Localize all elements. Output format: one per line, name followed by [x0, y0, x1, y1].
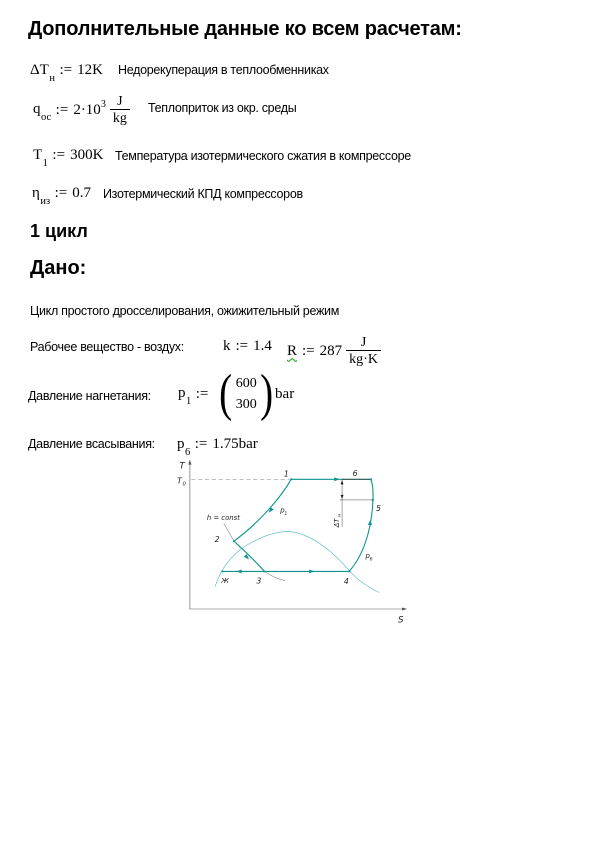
assign-op: := [59, 62, 73, 78]
dimension-arrow-up-icon [341, 480, 344, 484]
math-t1 [33, 147, 104, 169]
point-label-4: 4 [343, 576, 349, 586]
t-axis-label: T [179, 461, 185, 472]
assign-op: := [52, 147, 66, 163]
math-var: T [33, 147, 43, 163]
point-marker-6 [370, 478, 372, 480]
throttle-curve-2-3 [234, 541, 264, 571]
h-const-label: h = const [206, 514, 240, 523]
exponent: 3 [100, 98, 106, 110]
vector-value-bottom: 300 [235, 397, 257, 412]
isobar-p6-label: p [365, 552, 370, 561]
flow-arrow-icon [309, 569, 315, 573]
t0-label-sub: 0 [182, 481, 186, 488]
point-marker-2 [233, 540, 235, 542]
isobar-p1-label: p [280, 506, 285, 515]
math-var: k [223, 338, 231, 354]
var-main: p [178, 384, 186, 401]
point-label-5: 5 [375, 503, 381, 513]
cycle-description: Цикл простого дросселирования, ожижительный режим [30, 304, 340, 318]
label-working-substance: Рабочее вещество - воздух: [30, 340, 184, 354]
math-eta [32, 185, 92, 207]
point-label-3: 3 [256, 576, 262, 586]
label-discharge-pressure: Давление нагнетания: [28, 389, 151, 403]
desc-recuperation: Недорекуперация в теплообменниках [118, 63, 329, 77]
paren-open: ( [219, 365, 233, 422]
math-var-redefined: R [287, 342, 298, 359]
desc-isothermal-temp: Температура изотермического сжатия в компрессоре [115, 149, 411, 163]
axes [190, 462, 405, 609]
assign-op: := [194, 436, 208, 452]
flow-arrow-icon [236, 569, 242, 573]
x-axis-arrow-icon [402, 607, 407, 610]
dt-dimension-label-group [333, 514, 343, 529]
math-value: 0.7 [72, 185, 92, 201]
math-q-oc [33, 94, 130, 126]
fraction-denominator: kg·K [346, 350, 381, 367]
assign-op: := [54, 185, 68, 201]
vector-values [235, 373, 258, 415]
unit-fraction [346, 335, 381, 367]
unit-fraction [110, 94, 130, 126]
h-const-curve-upper [224, 523, 234, 540]
math-var [33, 100, 52, 123]
point-marker-1 [290, 478, 292, 480]
heading-given: Дано: [30, 257, 87, 279]
assign-op: := [302, 342, 315, 359]
math-value: 300K [70, 147, 104, 163]
isobar-p1-label-sub: 1 [284, 512, 288, 518]
fraction-numerator: J [117, 94, 123, 109]
point-label-liquid: Ж [221, 575, 229, 585]
math-sub: н [49, 73, 55, 84]
paren-close: ) [259, 365, 273, 422]
math-var: ΔT [30, 62, 49, 78]
heading-cycle-1: 1 цикл [30, 221, 88, 241]
math-delta-t [30, 62, 103, 84]
assign-op: := [235, 338, 249, 354]
math-r [287, 335, 381, 367]
label-suction-pressure: Давление всасывания: [28, 437, 155, 451]
math-k [223, 338, 272, 355]
fraction-numerator: J [360, 335, 367, 350]
math-sub: из [40, 196, 51, 207]
math-sub: ос [41, 111, 52, 123]
coefficient: 2·10 [73, 101, 101, 118]
math-value: 1.4 [253, 338, 272, 354]
math-var [178, 384, 192, 407]
column-vector [217, 365, 275, 422]
dt-dimension-label-sub: н [337, 513, 343, 517]
assign-op: := [195, 385, 209, 402]
vector-value-top: 600 [235, 376, 257, 391]
y-axis-arrow-icon [188, 460, 191, 465]
math-p6 [177, 436, 258, 458]
page-title: Дополнительные данные ко всем расчетам: [28, 18, 462, 40]
t0-label: T [177, 476, 182, 486]
desc-heat-inflow: Теплоприток из окр. среды [148, 101, 297, 115]
math-value: 12K [77, 62, 103, 78]
math-p1-vector [178, 365, 295, 422]
isobar-p6-label-sub: 6 [369, 557, 373, 563]
point-marker-3 [263, 571, 265, 573]
fraction-denominator: kg [110, 109, 130, 126]
point-marker-liquid [222, 571, 224, 573]
flow-arrow-icon [334, 477, 340, 481]
math-var: η [32, 185, 40, 201]
point-label-2: 2 [214, 535, 220, 545]
flow-arrow-icon [368, 519, 372, 525]
desc-isothermal-efficiency: Изотермический КПД компрессоров [103, 187, 303, 201]
h-const-curve-lower [266, 572, 286, 581]
point-label-6: 6 [352, 469, 358, 479]
math-var: p [177, 436, 185, 452]
var-main: q [33, 100, 41, 117]
point-marker-4 [348, 571, 350, 573]
math-sub: 6 [185, 447, 191, 458]
ts-diagram [0, 455, 603, 840]
math-sub: 1 [186, 395, 192, 407]
math-value: 1.75bar [212, 436, 258, 452]
dt-dimension-label: ΔT [332, 518, 341, 528]
assign-op: := [55, 101, 69, 118]
point-label-1: 1 [283, 469, 289, 479]
dimension-arrow-down-icon [341, 495, 344, 499]
saturation-dome-curve [215, 532, 379, 593]
math-value: 287 [319, 342, 343, 359]
unit: bar [275, 385, 295, 402]
s-axis-label: S [397, 615, 404, 626]
math-sub: 1 [42, 158, 48, 169]
